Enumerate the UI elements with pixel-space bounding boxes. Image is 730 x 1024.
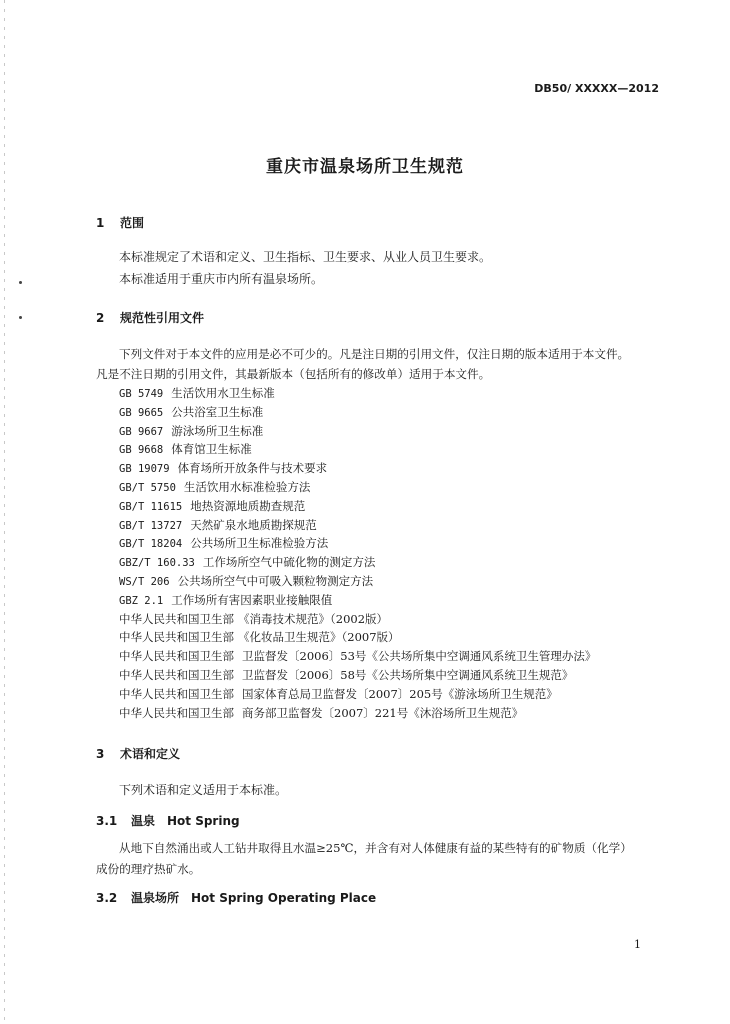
- reference-item: [119, 497, 596, 516]
- standard-code: DB50/ XXXXX—2012: [534, 82, 659, 95]
- reference-title: 工作场所有害因素职业接触限值: [171, 592, 333, 607]
- reference-issuer: 中华人民共和国卫生部: [119, 705, 234, 720]
- reference-item: [119, 422, 596, 441]
- reference-code: GB 9665: [119, 406, 164, 419]
- reference-item: [119, 572, 596, 591]
- subsection-title: 温泉 Hot Spring: [131, 814, 240, 828]
- reference-item: [119, 478, 596, 497]
- subsection-number: 3.1: [96, 814, 118, 828]
- reference-title: 公共场所空气中可吸入颗粒物测定方法: [177, 573, 374, 588]
- reference-title: 卫监督发〔2006〕58号《公共场所集中空调通风系统卫生规范》: [242, 667, 574, 682]
- reference-title: 公共场所卫生标准检验方法: [190, 536, 329, 551]
- reference-title: 卫监督发〔2006〕53号《公共场所集中空调通风系统卫生管理办法》: [242, 649, 597, 664]
- reference-title: 地热资源地质勘查规范: [190, 498, 306, 513]
- reference-item: [119, 666, 596, 685]
- scan-speck: [19, 281, 22, 284]
- section-title: 术语和定义: [120, 747, 181, 761]
- subsection-number: 3.2: [96, 891, 118, 905]
- page-number: 1: [634, 938, 641, 951]
- reference-title: 游泳场所卫生标准: [171, 423, 264, 438]
- references-intro-line-1: 下列文件对于本文件的应用是必不可少的。凡是注日期的引用文件，仅注日期的版本适用于本文件。: [119, 347, 630, 361]
- subsection-3-2-heading: [96, 889, 376, 906]
- reference-item: [119, 610, 596, 629]
- reference-code: GB/T 13727: [119, 519, 183, 532]
- reference-item: [119, 384, 596, 403]
- reference-issuer: 中华人民共和国卫生部: [119, 667, 234, 682]
- reference-item: [119, 534, 596, 553]
- reference-item: [119, 685, 596, 704]
- reference-code: GB 5749: [119, 388, 164, 400]
- reference-item: [119, 403, 596, 422]
- reference-code: GB/T 11615: [119, 500, 183, 513]
- reference-title: 国家体育总局卫监督发〔2007〕205号《游泳场所卫生规范》: [242, 686, 558, 701]
- reference-title: 公共浴室卫生标准: [171, 404, 264, 419]
- reference-title: 体育馆卫生标准: [171, 442, 252, 457]
- hot-spring-definition-line-1: 从地下自然涌出或人工钻井取得且水温≥25℃，并含有对人体健康有益的某些特有的矿物质（化学）: [119, 841, 632, 855]
- reference-code: GBZ 2.1: [119, 594, 164, 607]
- section-number: 1: [96, 216, 105, 230]
- document-title: 重庆市温泉场所卫生规范: [266, 157, 464, 177]
- reference-issuer: 中华人民共和国卫生部: [119, 686, 234, 701]
- reference-item: [119, 440, 596, 459]
- section-3-heading: [96, 745, 180, 762]
- reference-code: GB/T 5750: [119, 481, 176, 494]
- reference-title: 商务部卫监督发〔2007〕221号《沐浴场所卫生规范》: [242, 705, 524, 720]
- section-number: 3: [96, 747, 105, 761]
- section-2-heading: [96, 309, 204, 326]
- subsection-3-1-heading: [96, 812, 240, 829]
- hot-spring-definition-line-2: 成份的理疗热矿水。: [96, 862, 201, 876]
- terms-intro: 下列术语和定义适用于本标准。: [119, 783, 288, 797]
- reference-item: [119, 704, 596, 723]
- reference-list: [119, 384, 596, 722]
- section-title: 范围: [120, 216, 145, 230]
- reference-item: [119, 459, 596, 478]
- reference-title: 《消毒技术规范》（2002版）: [238, 611, 389, 626]
- reference-title: 《化妆品卫生规范》（2007版）: [238, 630, 400, 645]
- references-intro-line-2: 凡是不注日期的引用文件，其最新版本（包括所有的修改单）适用于本文件。: [96, 367, 491, 381]
- reference-item: [119, 591, 596, 610]
- reference-issuer: 中华人民共和国卫生部: [119, 649, 234, 664]
- subsection-title: 温泉场所 Hot Spring Operating Place: [131, 891, 377, 905]
- reference-code: GB 19079: [119, 463, 170, 476]
- reference-item: [119, 628, 596, 647]
- reference-title: 生活饮用水卫生标准: [171, 386, 275, 400]
- section-title: 规范性引用文件: [120, 311, 205, 325]
- reference-code: GBZ/T 160.33: [119, 557, 195, 570]
- reference-title: 天然矿泉水地质勘探规范: [190, 517, 317, 532]
- reference-code: GB 9667: [119, 425, 164, 438]
- reference-code: WS/T 206: [119, 575, 170, 588]
- scope-paragraph-1: 本标准规定了术语和定义、卫生指标、卫生要求、从业人员卫生要求。: [119, 250, 492, 264]
- reference-code: GB 9668: [119, 444, 164, 457]
- reference-item: [119, 647, 596, 666]
- scan-speck: [19, 316, 22, 319]
- section-1-heading: [96, 214, 144, 231]
- reference-item: [119, 553, 596, 572]
- reference-item: [119, 516, 596, 535]
- reference-issuer: 中华人民共和国卫生部: [119, 611, 234, 626]
- reference-title: 工作场所空气中硫化物的测定方法: [202, 555, 376, 570]
- reference-title: 体育场所开放条件与技术要求: [177, 461, 328, 476]
- scope-paragraph-2: 本标准适用于重庆市内所有温泉场所。: [119, 272, 324, 286]
- reference-title: 生活饮用水标准检验方法: [183, 479, 311, 494]
- section-number: 2: [96, 311, 105, 325]
- reference-issuer: 中华人民共和国卫生部: [119, 630, 234, 645]
- reference-code: GB/T 18204: [119, 538, 183, 551]
